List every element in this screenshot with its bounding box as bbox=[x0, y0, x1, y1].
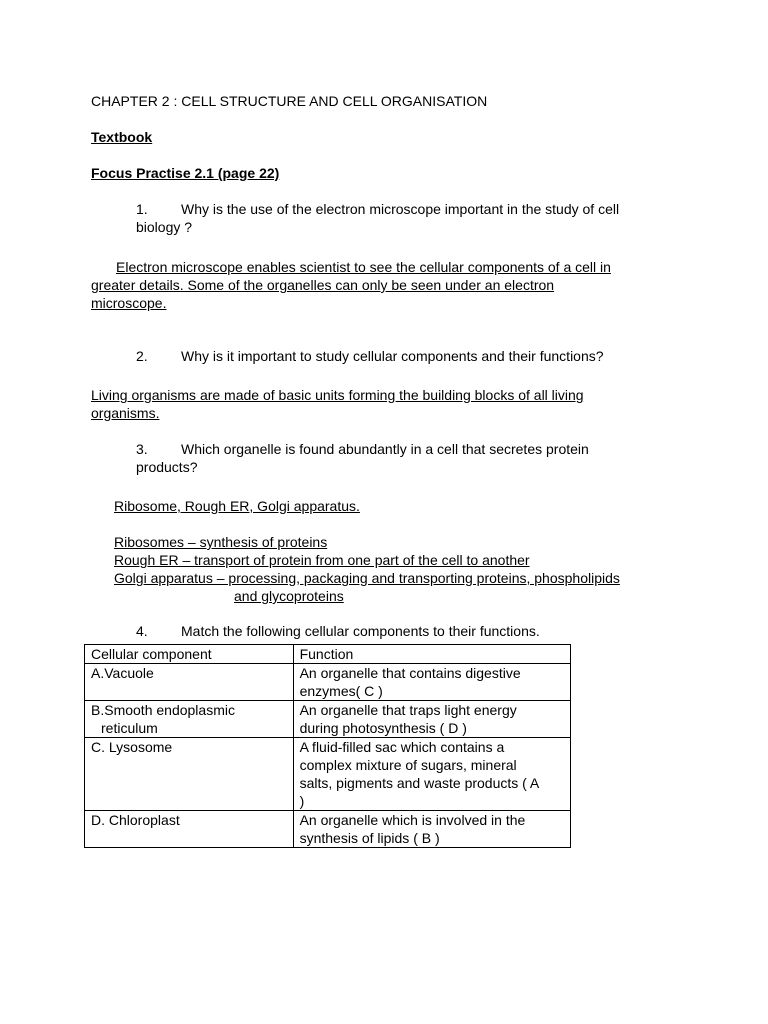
table-cell-function bbox=[293, 738, 570, 811]
question-4-text-line1: Match the following cellular components to their functions. bbox=[181, 623, 540, 639]
answer-3-line3: Rough ER – transport of protein from one part of the cell to another bbox=[114, 552, 530, 568]
question-2-number: 2. bbox=[136, 348, 148, 364]
table-cell-component bbox=[85, 664, 294, 701]
cell-text: ) bbox=[299, 793, 305, 809]
cell-text: D. Chloroplast bbox=[91, 812, 180, 828]
table-row bbox=[85, 664, 571, 701]
table-row bbox=[85, 701, 571, 738]
cell-text: A fluid-filled sac which contains a bbox=[299, 739, 505, 755]
section-heading: Textbook bbox=[91, 129, 153, 145]
question-3-text-line1: Which organelle is found abundantly in a cell that secretes protein bbox=[181, 441, 589, 457]
table-header-cell: Function bbox=[293, 645, 570, 664]
answer-2-line2: organisms. bbox=[91, 405, 160, 421]
table-cell-component bbox=[85, 701, 294, 738]
cell-text: An organelle that traps light energy bbox=[299, 702, 517, 718]
table-cell-function bbox=[293, 664, 570, 701]
question-1-number: 1. bbox=[136, 201, 148, 217]
answer-1-line2: greater details. Some of the organelles can only be seen under an electron bbox=[91, 277, 555, 293]
cell-text: A.Vacuole bbox=[91, 665, 154, 681]
answer-3-line4: Golgi apparatus – processing, packaging and transporting proteins, phospholipids bbox=[114, 570, 620, 586]
table-cell-function bbox=[293, 701, 570, 738]
question-2-text-line1: Why is it important to study cellular components and their functions? bbox=[181, 348, 604, 364]
match-table bbox=[84, 644, 571, 848]
cell-text: complex mixture of sugars, mineral bbox=[299, 757, 517, 773]
answer-3-line5: and glycoproteins bbox=[234, 588, 344, 604]
question-3-text-line2: products? bbox=[136, 459, 198, 475]
cell-text: An organelle that contains digestive bbox=[299, 665, 521, 681]
answer-1-line3: microscope. bbox=[91, 295, 167, 311]
cell-text: during photosynthesis ( D ) bbox=[299, 720, 467, 736]
question-1-text-line1: Why is the use of the electron microscope important in the study of cell bbox=[181, 201, 620, 217]
cell-text: enzymes( C ) bbox=[299, 683, 383, 699]
cell-text: An organelle which is involved in the bbox=[299, 812, 526, 828]
answer-3-line2: Ribosomes – synthesis of proteins bbox=[114, 534, 328, 550]
question-3-number: 3. bbox=[136, 441, 148, 457]
table-cell-component bbox=[85, 811, 294, 848]
chapter-title: CHAPTER 2 : CELL STRUCTURE AND CELL ORGANISATION bbox=[91, 93, 488, 109]
cell-text: B.Smooth endoplasmic bbox=[91, 702, 235, 718]
table-cell-component bbox=[85, 738, 294, 811]
cell-text: salts, pigments and waste products ( A bbox=[299, 775, 540, 791]
answer-3-line1: Ribosome, Rough ER, Golgi apparatus. bbox=[114, 498, 360, 514]
cell-text-indented: reticulum bbox=[101, 720, 158, 736]
answer-1-line1: Electron microscope enables scientist to see the cellular components of a cell in bbox=[116, 259, 611, 275]
table-header-row bbox=[85, 645, 571, 664]
cell-text: synthesis of lipids ( B ) bbox=[299, 830, 440, 846]
answer-2-line1: Living organisms are made of basic units forming the building blocks of all living bbox=[91, 387, 584, 403]
question-1-text-line2: biology ? bbox=[136, 219, 193, 235]
question-4-number: 4. bbox=[136, 623, 148, 639]
table-header-cell: Cellular component bbox=[85, 645, 294, 664]
focus-heading: Focus Practise 2.1 (page 22) bbox=[91, 165, 280, 181]
table-cell-function bbox=[293, 811, 570, 848]
cell-text: C. Lysosome bbox=[91, 739, 173, 755]
cell-text bbox=[91, 719, 287, 737]
table-row bbox=[85, 738, 571, 811]
table-row bbox=[85, 811, 571, 848]
